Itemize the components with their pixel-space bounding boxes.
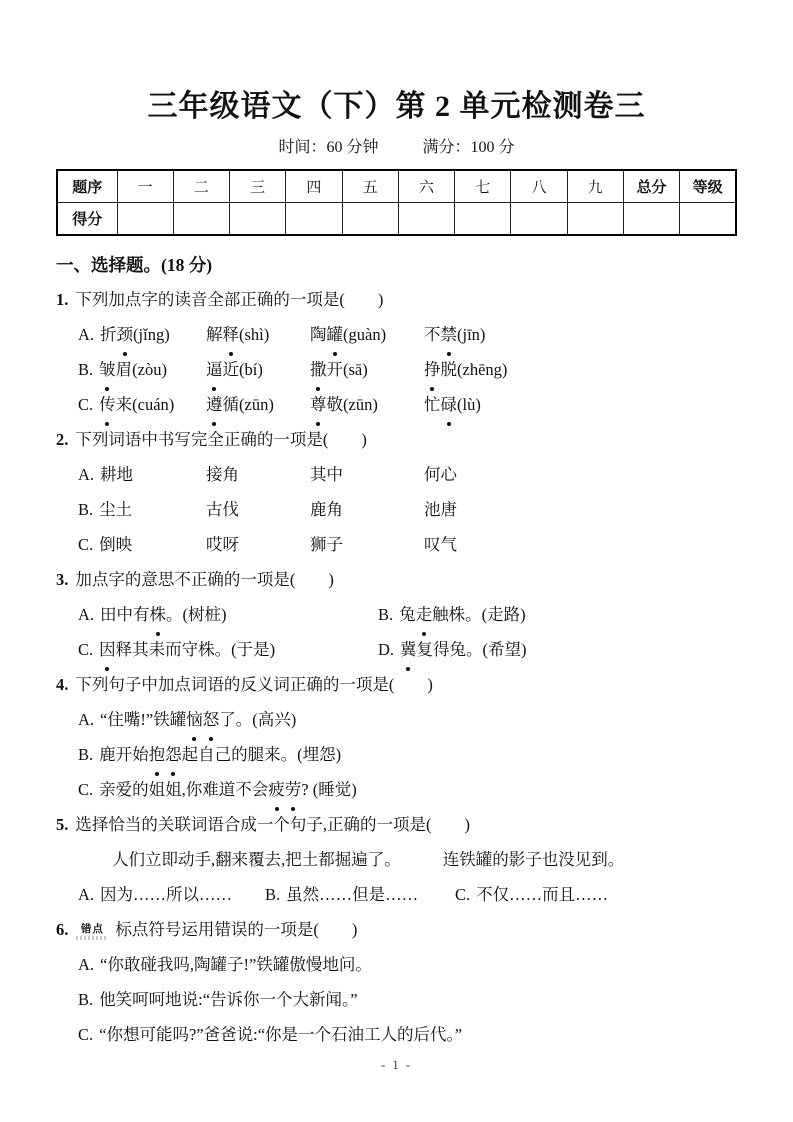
score-cell <box>117 202 173 235</box>
option-label: A. <box>78 884 95 904</box>
option-word: 叹气 <box>424 534 457 554</box>
option-label: D. <box>378 639 395 659</box>
option-word: 古伐 <box>206 499 239 519</box>
option-label: B. <box>78 499 94 519</box>
score-cell <box>286 202 342 235</box>
stem-text: 下列词语中书写完全正确的一项是( ) <box>75 429 367 449</box>
option: C. 不仅……而且…… <box>455 884 609 904</box>
score-cell <box>455 202 511 235</box>
option-word: C. 倒映 <box>78 534 133 554</box>
question-stem <box>56 912 737 947</box>
option-label: A. <box>78 464 95 484</box>
question-stem <box>56 562 737 597</box>
option: B. 他笑呵呵地说:“告诉你一个大新闻。” <box>78 989 358 1009</box>
option-word: 池唐 <box>424 499 457 519</box>
option-row <box>78 317 737 352</box>
option-label: A. <box>78 324 95 344</box>
option-word: 尊敬(zūn) <box>310 387 424 422</box>
option: B. 兔走触株。(走路) <box>378 597 737 632</box>
badge-watermark <box>76 936 108 940</box>
question-stem <box>56 282 737 317</box>
option-word: C. 传来(cuán) <box>78 387 206 422</box>
score-col-9: 九 <box>567 170 623 203</box>
option-label: B. <box>78 744 94 764</box>
option-label: B. <box>378 604 394 624</box>
exam-subtitle <box>56 134 737 157</box>
option: A. “你敢碰我吗,陶罐子!”铁罐傲慢地问。 <box>78 954 372 974</box>
score-col-grade: 等级 <box>680 170 736 203</box>
stem-text: 下列加点字的读音全部正确的一项是( ) <box>75 289 384 309</box>
question-number: 1. <box>56 289 69 309</box>
option-word: 遵循(zūn) <box>206 387 310 422</box>
question-number: 4. <box>56 674 69 694</box>
option-row <box>78 352 737 387</box>
score-cell <box>398 202 454 235</box>
stem-text: 加点字的意思不正确的一项是( ) <box>75 569 334 589</box>
sentence-with-blanks <box>56 842 737 877</box>
question-5 <box>56 807 737 912</box>
question-number: 6. <box>56 919 69 939</box>
option-label: A. <box>78 709 95 729</box>
question-4 <box>56 667 737 807</box>
option-row <box>78 457 737 492</box>
option: A. “住嘴!”铁罐恼怒了。(高兴) <box>78 702 737 737</box>
sentence-part-2: 连铁罐的影子也没见到。 <box>442 849 625 869</box>
question-2 <box>56 422 737 562</box>
option-row <box>56 877 737 912</box>
option-label: B. <box>78 359 94 379</box>
stem-text: 下列句子中加点词语的反义词正确的一项是( ) <box>75 674 433 694</box>
page-footer: - 1 - <box>381 1057 412 1072</box>
time-limit: 时间：60 分钟 <box>278 138 379 156</box>
option-word: 解释(shì) <box>206 317 310 352</box>
option: C. 因释其耒而守株。(于是) <box>78 632 378 667</box>
score-cell <box>173 202 229 235</box>
error-point-badge: 错点 <box>76 924 108 940</box>
option: A. 田中有株。(树桩) <box>78 597 378 632</box>
option-word: 其中 <box>310 464 343 484</box>
score-table <box>56 169 737 236</box>
option: B. 虽然……但是…… <box>265 884 419 904</box>
score-cell <box>680 202 736 235</box>
score-col-7: 七 <box>455 170 511 203</box>
option: C. 亲爱的姐姐,你难道不会疲劳? (睡觉) <box>78 772 737 807</box>
score-cell <box>342 202 398 235</box>
option-row <box>78 527 737 562</box>
score-row-label: 得分 <box>57 202 117 235</box>
question-6 <box>56 912 737 1052</box>
option-word: A. 折颈(jǐng) <box>78 317 206 352</box>
option-label: B. <box>265 884 281 904</box>
score-table-header-row <box>57 170 736 203</box>
option-label: C. <box>78 639 94 659</box>
option-label: C. <box>78 394 94 414</box>
option-word: 狮子 <box>310 534 343 554</box>
option-row <box>78 387 737 422</box>
option-row <box>78 597 737 632</box>
score-col-3: 三 <box>230 170 286 203</box>
full-score: 满分：100 分 <box>422 138 515 156</box>
question-3 <box>56 562 737 667</box>
option-label: A. <box>78 954 95 974</box>
option-word: 撒开(sā) <box>310 352 424 387</box>
sentence-part-1: 人们立即动手,翻来覆去,把土都掘遍了。 <box>112 849 401 869</box>
option-word: 陶罐(guàn) <box>310 317 424 352</box>
question-stem <box>56 667 737 702</box>
score-cell <box>511 202 567 235</box>
option-word: B. 皱眉(zòu) <box>78 352 206 387</box>
option-word: 接角 <box>206 464 239 484</box>
question-number: 5. <box>56 814 69 834</box>
score-col-1: 一 <box>117 170 173 203</box>
option-label: A. <box>78 604 95 624</box>
score-cell <box>230 202 286 235</box>
option: A. 因为……所以…… <box>78 884 233 904</box>
option-word: 哎呀 <box>206 534 239 554</box>
question-stem <box>56 807 737 842</box>
option-word: 忙碌(lù) <box>424 387 737 422</box>
option-row <box>78 632 737 667</box>
stem-text: 选择恰当的关联词语合成一个句子,正确的一项是( ) <box>75 814 470 834</box>
option: D. 冀复得兔。(希望) <box>378 632 737 667</box>
option-word: A. 耕地 <box>78 464 134 484</box>
score-cell <box>623 202 679 235</box>
question-number: 2. <box>56 429 69 449</box>
question-stem <box>56 422 737 457</box>
score-cell <box>567 202 623 235</box>
option-word: B. 尘土 <box>78 499 133 519</box>
option: C. “你想可能吗?”爸爸说:“你是一个石油工人的后代。” <box>78 1024 463 1044</box>
score-table-corner: 题序 <box>57 170 117 203</box>
option-label: C. <box>78 779 94 799</box>
option-word: 何心 <box>424 464 457 484</box>
option-row <box>78 492 737 527</box>
option: B. 鹿开始抱怨起自己的腿来。(埋怨) <box>78 737 737 772</box>
score-col-5: 五 <box>342 170 398 203</box>
page-title: 三年级语文（下）第 2 单元检测卷三 <box>147 90 646 123</box>
score-table-score-row <box>57 202 736 235</box>
option-word: 逼近(bí) <box>206 352 310 387</box>
option-label: B. <box>78 989 94 1009</box>
option-word: 不禁(jīn) <box>424 317 737 352</box>
score-col-total: 总分 <box>623 170 679 203</box>
option-word: 鹿角 <box>310 499 343 519</box>
option-label: C. <box>78 534 94 554</box>
section-heading: 一、选择题。(18 分) <box>56 254 213 275</box>
score-col-4: 四 <box>286 170 342 203</box>
option-label: C. <box>78 1024 94 1044</box>
option-label: C. <box>455 884 471 904</box>
score-col-6: 六 <box>398 170 454 203</box>
question-1 <box>56 282 737 422</box>
question-number: 3. <box>56 569 69 589</box>
score-col-2: 二 <box>173 170 229 203</box>
score-col-8: 八 <box>511 170 567 203</box>
stem-text: 标点符号运用错误的一项是( ) <box>115 919 358 939</box>
option-word: 挣脱(zhēng) <box>424 352 737 387</box>
